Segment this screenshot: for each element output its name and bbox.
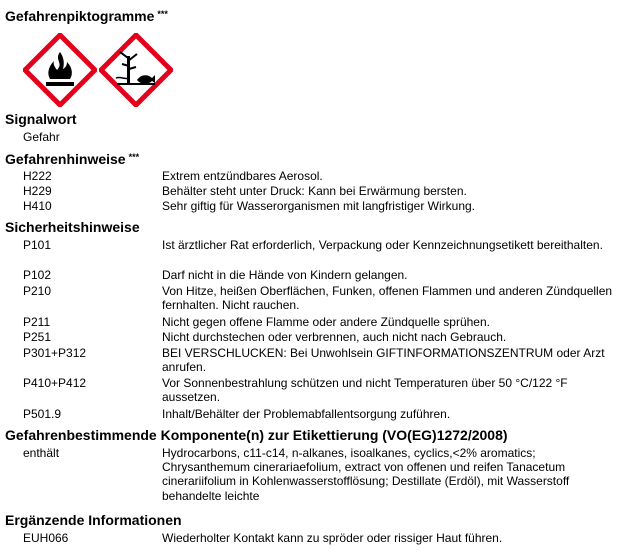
- hazard-statements-heading: [5, 149, 139, 167]
- statement-code: P410+P412: [23, 376, 87, 390]
- supplemental-heading: Ergänzende Informationen: [5, 512, 182, 528]
- statement-code: P501.9: [23, 407, 62, 421]
- components-heading: Gefahrenbestimmende Komponente(n) zur Etikettierung (VO(EG)1272/2008): [5, 427, 508, 443]
- statement-text: BEI VERSCHLUCKEN: Bei Unwohlsein GIFTINFORMATIONSZENTRUM oder Arzt anrufen.: [162, 346, 605, 375]
- statement-text: Vor Sonnenbestrahlung schützen und nicht Temperaturen über 50 °C/122 °F aussetzen.: [162, 376, 568, 405]
- precautionary-statements-heading: Sicherheitshinweise: [5, 219, 140, 235]
- components-label: enthält: [23, 446, 60, 460]
- statement-text: Extrem entzündbares Aerosol.: [162, 169, 323, 183]
- statement-text: Von Hitze, heißen Oberflächen, Funken, offenen Flammen und anderen Zündquellen fernhalten. Nicht rauchen.: [162, 284, 613, 313]
- statement-code: P251: [23, 330, 52, 344]
- statement-code: H229: [23, 184, 52, 198]
- statement-text: Nicht gegen offene Flamme oder andere Zündquelle sprühen.: [162, 315, 490, 329]
- pictograms-stars: ***: [157, 9, 168, 19]
- flame-pictogram-icon: [23, 33, 97, 107]
- statement-text: Inhalt/Behälter der Problemabfallentsorgung zuführen.: [162, 407, 451, 421]
- hazard-statements-title: Gefahrenhinweise: [5, 151, 126, 167]
- statement-text: Wiederholter Kontakt kann zu spröder oder rissiger Haut führen.: [162, 531, 503, 545]
- statement-text: Nicht durchstechen oder verbrennen, auch nicht nach Gebrauch.: [162, 330, 507, 344]
- statement-code: P210: [23, 284, 52, 298]
- statement-text: Sehr giftig für Wasserorganismen mit langfristiger Wirkung.: [162, 199, 475, 213]
- components-text: Hydrocarbons, c11-c14, n-alkanes, isoalkanes, cyclics,<2% aromatics; Chrysanthemum cinerariaefolium, extract von offenen und reifen Tanacetum cinerariifolium in Kohlenwasserstofflösung; Destillate (Erdöl), mit Wasserstoff behandelte leichte: [162, 446, 570, 503]
- statement-text: Behälter steht unter Druck: Kann bei Erwärmung bersten.: [162, 184, 467, 198]
- statement-text: Ist ärztlicher Rat erforderlich, Verpackung oder Kennzeichnungsetikett bereithalten.: [162, 238, 603, 252]
- environment-pictogram-icon: [99, 33, 173, 107]
- statement-code: P211: [23, 315, 51, 329]
- pictograms-title: Gefahrenpiktogramme: [5, 8, 155, 24]
- hazard-statements-stars: ***: [128, 152, 140, 162]
- statement-code: EUH066: [23, 531, 69, 545]
- signal-word-heading: Signalwort: [5, 111, 77, 127]
- statement-code: H410: [23, 199, 52, 213]
- signal-word-value: Gefahr: [23, 130, 60, 144]
- statement-code: P101: [23, 238, 52, 252]
- statement-code: P102: [23, 268, 52, 282]
- pictograms-heading: [5, 6, 168, 24]
- statement-text: Darf nicht in die Hände von Kindern gelangen.: [162, 268, 408, 282]
- statement-code: H222: [23, 169, 52, 183]
- statement-code: P301+P312: [23, 346, 87, 360]
